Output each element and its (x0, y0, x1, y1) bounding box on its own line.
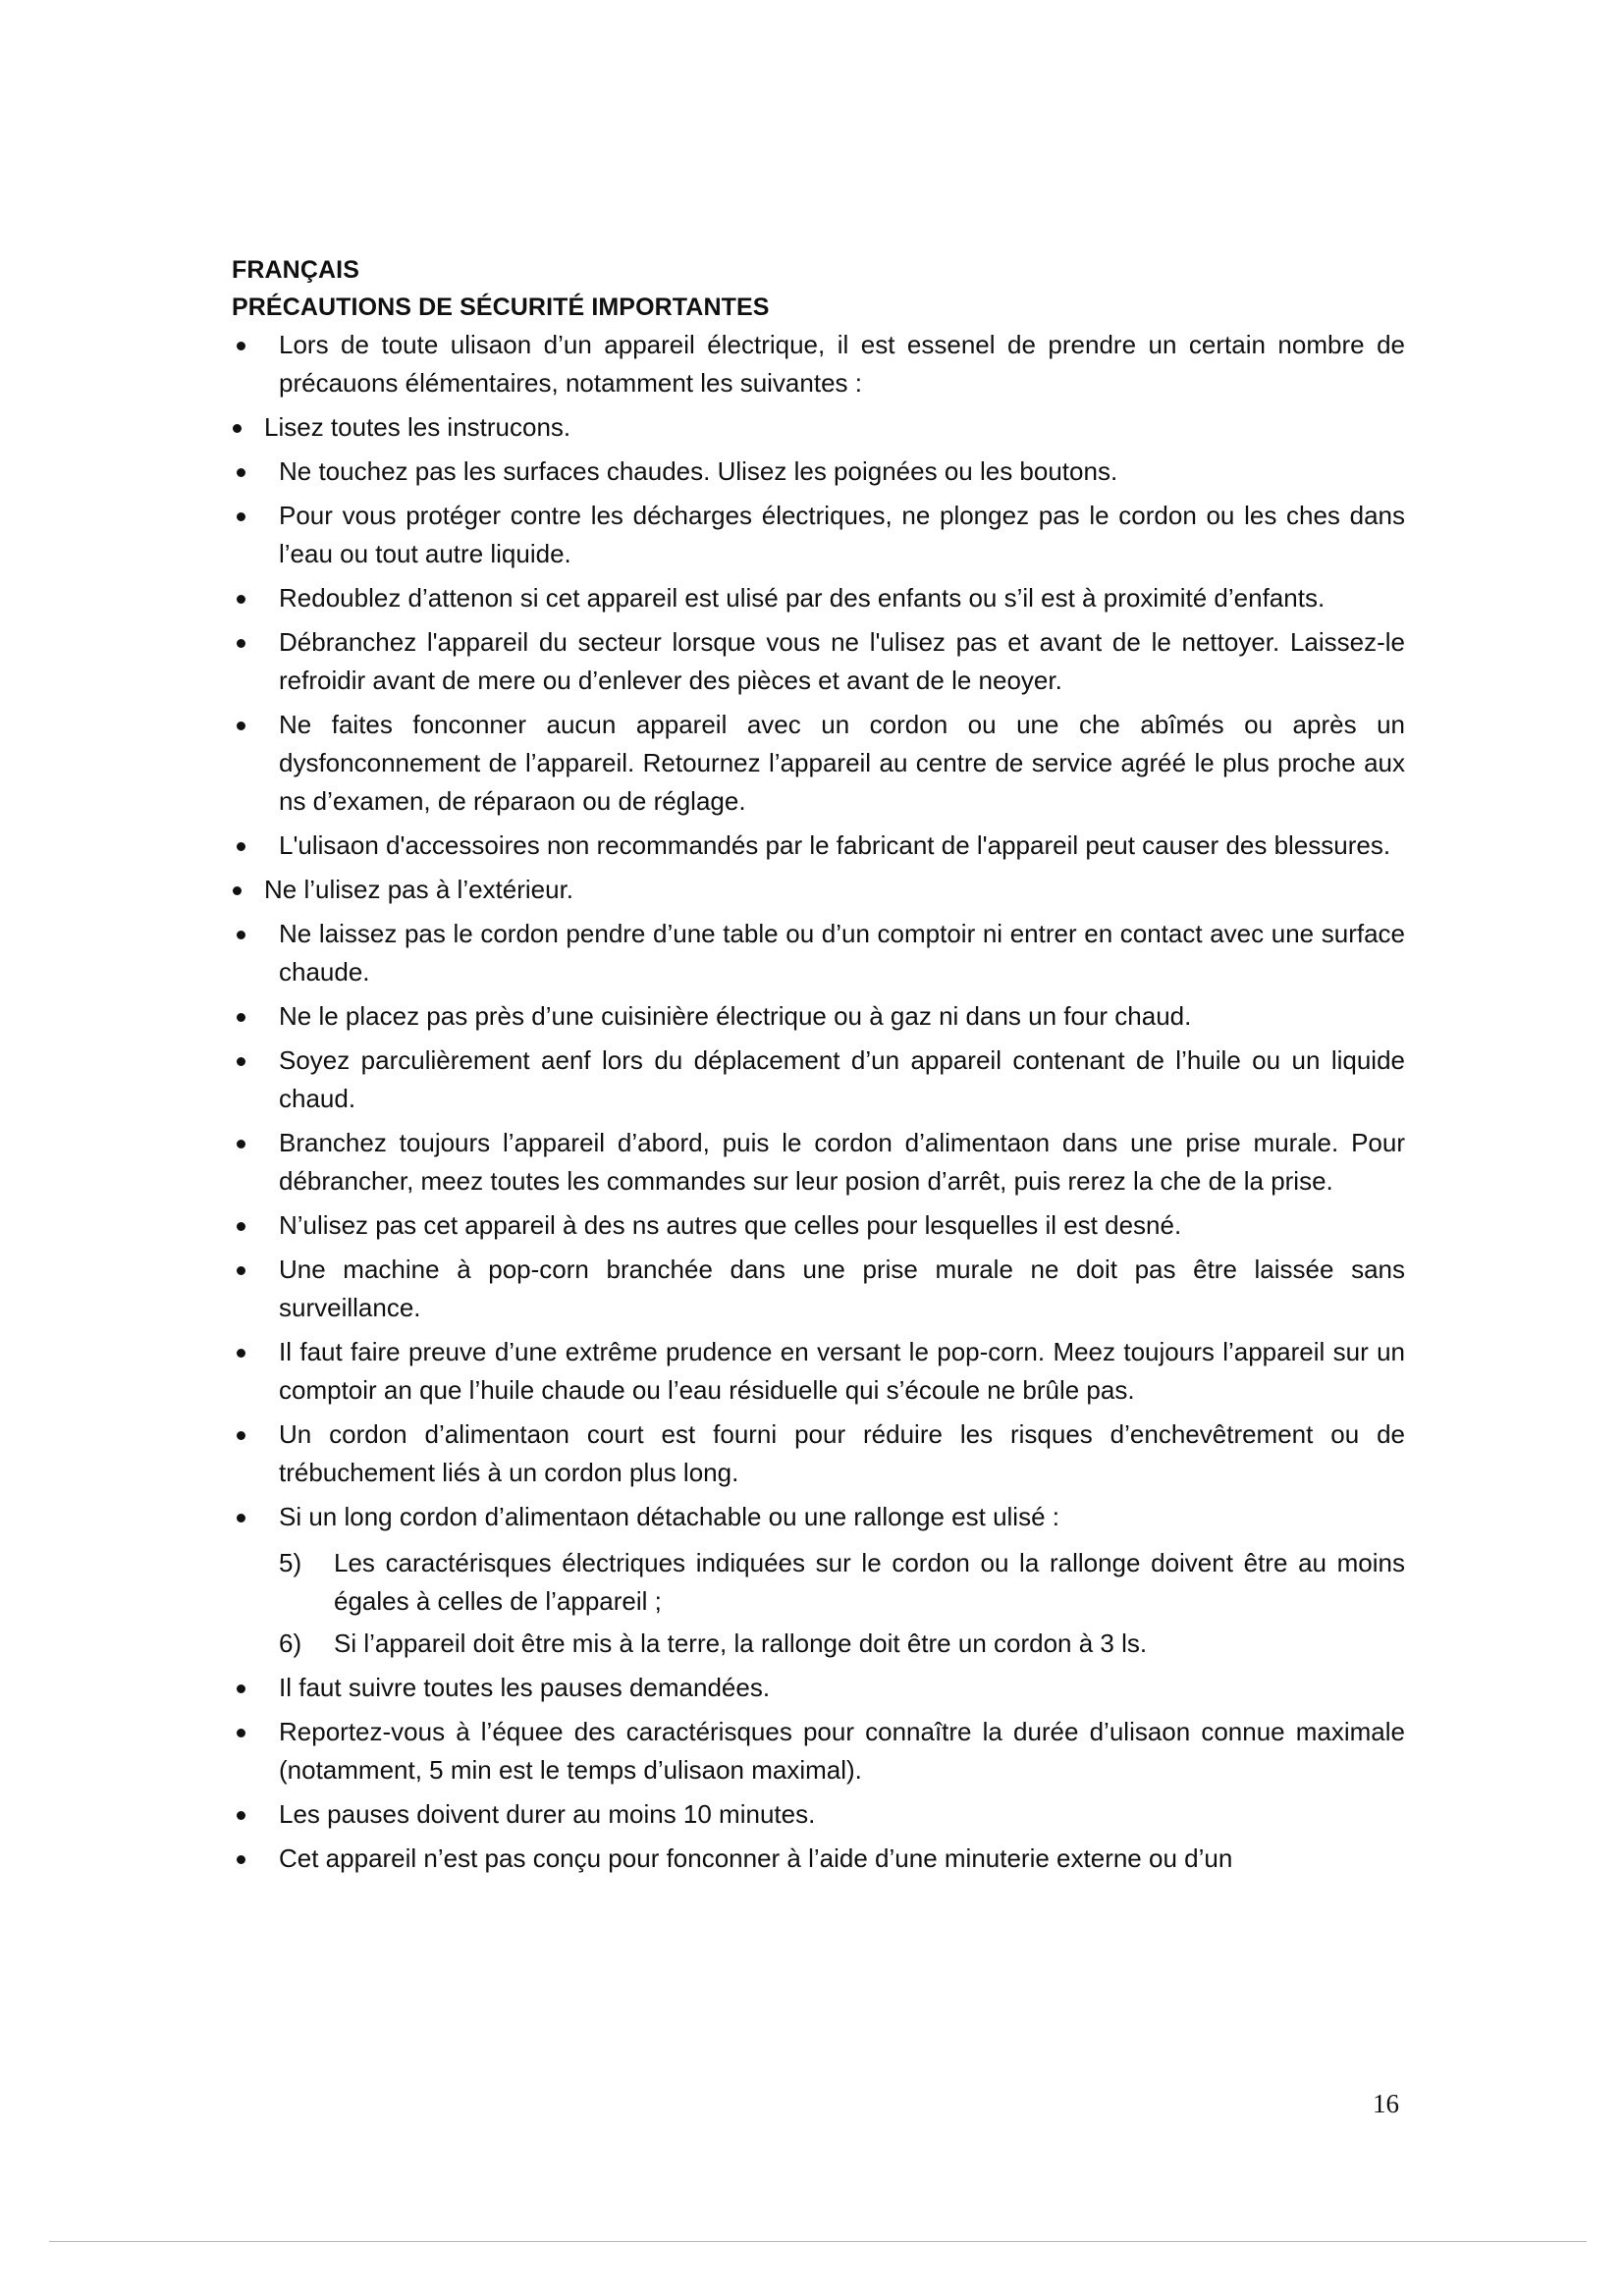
list-item: Il faut faire preuve d’une extrême prudence en versant le pop-corn. Meez toujours l’appareil sur un comptoir an que l’huile chaude ou l’eau résiduelle qui s’écoule ne brûle pas. (232, 1333, 1405, 1410)
list-item: Reportez-vous à l’équee des caractérisques pour connaître la durée d’ulisaon connue maximale (notamment, 5 min est le temps d’ulisaon maximal). (232, 1713, 1405, 1789)
list-item: Il faut suivre toutes les pauses demandées. (232, 1669, 1405, 1707)
list-item: Ne touchez pas les surfaces chaudes. Ulisez les poignées ou les boutons. (232, 453, 1405, 491)
list-item-text: Si un long cordon d’alimentaon détachable ou une rallonge est ulisé : (279, 1502, 1059, 1531)
list-item: Une machine à pop-corn branchée dans une prise murale ne doit pas être laissée sans surveillance. (232, 1251, 1405, 1327)
sub-list-text: Les caractérisques électriques indiquées sur le cordon ou la rallonge doivent être au moins égales à celles de l’appareil ; (334, 1548, 1405, 1616)
sub-list-item (279, 1625, 1405, 1663)
safety-list (232, 326, 1405, 1878)
sub-list (279, 1544, 1405, 1663)
list-item: Redoublez d’attenon si cet appareil est ulisé par des enfants ou s’il est à proximité d’enfants. (232, 579, 1405, 617)
footer-divider (49, 2241, 1587, 2242)
sub-list-number: 6) (279, 1629, 302, 1658)
sub-list-item (279, 1544, 1405, 1621)
list-item: Ne le placez pas près d’une cuisinière électrique ou à gaz ni dans un four chaud. (232, 997, 1405, 1036)
page-number: 16 (1373, 2089, 1399, 2118)
list-item: L'ulisaon d'accessoires non recommandés par le fabricant de l'appareil peut causer des blessures. (232, 827, 1405, 865)
list-item: N’ulisez pas cet appareil à des ns autres que celles pour lesquelles il est desné. (232, 1206, 1405, 1245)
list-item: Lisez toutes les instrucons. (232, 408, 1405, 447)
section-title: PRÉCAUTIONS DE SÉCURITÉ IMPORTANTES (232, 294, 770, 321)
list-item: Les pauses doivent durer au moins 10 minutes. (232, 1795, 1405, 1834)
list-item-with-sublist (232, 1498, 1405, 1663)
list-item: Soyez parculièrement aenf lors du déplacement d’un appareil contenant de l’huile ou un liquide chaud. (232, 1041, 1405, 1118)
list-item: Débranchez l'appareil du secteur lorsque vous ne l'ulisez pas et avant de le nettoyer. Laissez-le refroidir avant de mere ou d’enlever des pièces et avant de le neoyer. (232, 623, 1405, 700)
language-heading: FRANÇAIS (232, 256, 359, 284)
list-item: Pour vous protéger contre les décharges électriques, ne plongez pas le cordon ou les ches dans l’eau ou tout autre liquide. (232, 497, 1405, 573)
sub-list-number: 5) (279, 1548, 302, 1577)
sub-list-text: Si l’appareil doit être mis à la terre, la rallonge doit être un cordon à 3 ls. (334, 1629, 1148, 1658)
list-item: Lors de toute ulisaon d’un appareil électrique, il est essenel de prendre un certain nombre de précauons élémentaires, notamment les suivantes : (232, 326, 1405, 402)
list-item: Ne faites fonconner aucun appareil avec un cordon ou une che abîmés ou après un dysfonconnement de l’appareil. Retournez l’appareil au centre de service agréé le plus proche aux ns d’examen, de réparaon ou de réglage. (232, 706, 1405, 821)
document-content (232, 251, 1405, 1884)
list-item: Ne laissez pas le cordon pendre d’une table ou d’un comptoir ni entrer en contact avec une surface chaude. (232, 915, 1405, 991)
list-item: Cet appareil n’est pas conçu pour fonconner à l’aide d’une minuterie externe ou d’un (232, 1840, 1405, 1878)
list-item: Ne l’ulisez pas à l’extérieur. (232, 871, 1405, 909)
list-item: Un cordon d’alimentaon court est fourni pour réduire les risques d’enchevêtrement ou de trébuchement liés à un cordon plus long. (232, 1415, 1405, 1492)
list-item: Branchez toujours l’appareil d’abord, puis le cordon d’alimentaon dans une prise murale. Pour débrancher, meez toutes les commandes sur leur posion d’arrêt, puis rerez la che de la prise. (232, 1124, 1405, 1201)
